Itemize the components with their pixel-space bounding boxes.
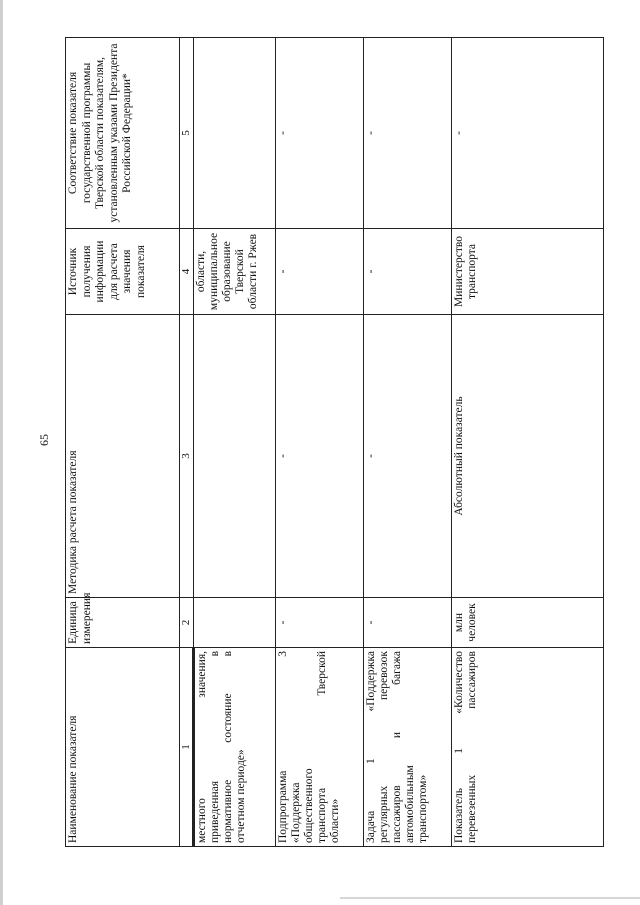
indicator-name-line: Задача 1 «Поддержка bbox=[365, 651, 377, 843]
indicator-name-line: отчетном периоде» bbox=[235, 749, 247, 843]
indicator-name-line: общественного bbox=[303, 768, 315, 843]
indicator-name-line: автомобильным bbox=[404, 765, 416, 843]
indicators-table bbox=[65, 37, 604, 847]
page-number: 65 bbox=[37, 434, 51, 446]
indicator-name-cell bbox=[276, 648, 364, 847]
scan-edge bbox=[0, 0, 3, 905]
indicator-name-line: области» bbox=[329, 798, 341, 843]
table-row bbox=[194, 38, 276, 847]
header-unit: Единица измерения bbox=[66, 598, 180, 648]
header-name: Наименование показателя bbox=[66, 648, 180, 847]
column-number: 1 bbox=[180, 648, 194, 847]
unit-cell: млн человек bbox=[452, 598, 604, 648]
source-cell: - bbox=[364, 229, 452, 315]
column-number: 3 bbox=[180, 315, 194, 598]
method-cell: - bbox=[276, 315, 364, 598]
indicator-name-cell bbox=[452, 648, 604, 847]
indicator-name-line: приведенная в bbox=[209, 651, 221, 843]
table-header-row bbox=[66, 38, 180, 847]
indicator-name-line: перевезенных пассажиров bbox=[466, 651, 478, 843]
unit-cell: - bbox=[364, 598, 452, 648]
compliance-cell: - bbox=[452, 38, 604, 229]
indicator-name-line: нормативное состояние в bbox=[222, 651, 234, 843]
rotated-page bbox=[65, 38, 603, 847]
indicator-name-line: пассажиров и багажа bbox=[391, 651, 403, 843]
method-cell bbox=[194, 315, 276, 598]
indicator-name-line: транспорта Тверской bbox=[316, 651, 328, 843]
indicator-name-cell bbox=[194, 648, 276, 847]
compliance-cell: - bbox=[276, 38, 364, 229]
method-cell: - bbox=[364, 315, 452, 598]
compliance-cell: - bbox=[364, 38, 452, 229]
indicator-name-line: Подпрограмма 3 bbox=[277, 651, 289, 843]
source-cell: Министерство транспорта bbox=[452, 229, 604, 315]
compliance-cell bbox=[194, 38, 276, 229]
header-method: Методика расчета показателя bbox=[66, 315, 180, 598]
indicator-name-line: местного значения, bbox=[196, 651, 208, 843]
source-cell: области, муниципальное образование Тверской области г. Ржев bbox=[194, 229, 276, 315]
unit-cell bbox=[194, 598, 276, 648]
column-number: 2 bbox=[180, 598, 194, 648]
indicator-name-line: Показатель 1 «Количество bbox=[453, 651, 465, 843]
header-compliance: Соответствие показателя государственной программы Тверской области показателям, установленным указами Президента Российской Федерации* bbox=[66, 38, 180, 229]
indicator-name-line: «Поддержка bbox=[290, 782, 302, 843]
column-number-row bbox=[180, 38, 194, 847]
header-source: Источник получения информации для расчета значения показателя bbox=[66, 229, 180, 315]
table-row bbox=[452, 38, 604, 847]
indicator-name-line: транспортом» bbox=[417, 774, 429, 843]
table-row bbox=[364, 38, 452, 847]
indicator-name-cell bbox=[364, 648, 452, 847]
scan-edge-bottom bbox=[340, 897, 640, 899]
table-row bbox=[276, 38, 364, 847]
source-cell: - bbox=[276, 229, 364, 315]
indicator-name-line: регулярных перевозок bbox=[378, 651, 390, 843]
method-cell: Абсолютный показатель bbox=[452, 315, 604, 598]
column-number: 5 bbox=[180, 38, 194, 229]
column-number: 4 bbox=[180, 229, 194, 315]
unit-cell: - bbox=[276, 598, 364, 648]
